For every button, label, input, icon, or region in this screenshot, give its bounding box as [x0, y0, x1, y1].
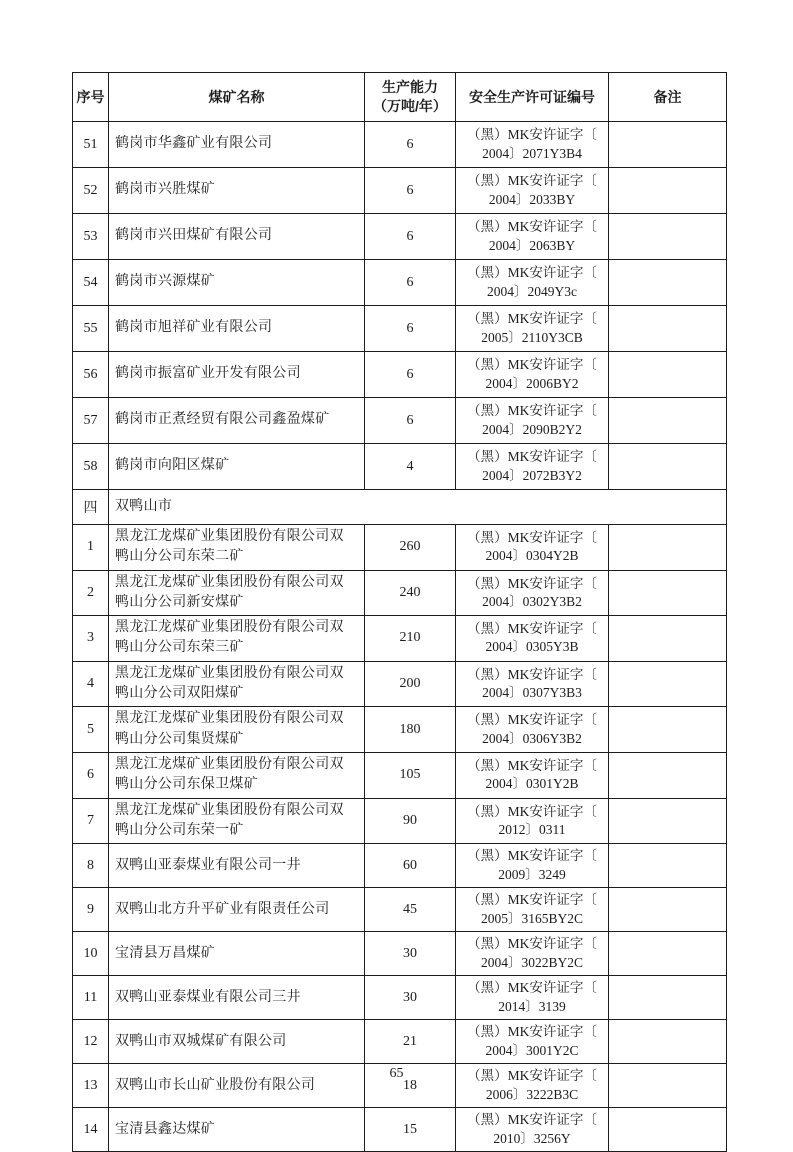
license-line2: 2004〕0302Y3B2	[482, 593, 582, 609]
cell-license	[456, 306, 609, 352]
section-row	[73, 490, 727, 525]
cell-license	[456, 707, 609, 753]
license-line2: 2004〕0305Y3B	[485, 639, 579, 655]
table-row	[73, 1020, 727, 1064]
license-line1: （黑）MK安许证字〔	[467, 1112, 597, 1128]
license-line2: 2012〕0311	[498, 821, 566, 837]
cell-remark	[609, 844, 727, 888]
cell-no: 13	[73, 1064, 109, 1108]
table-row	[73, 122, 727, 168]
cell-license	[456, 752, 609, 798]
cell-capacity: 18	[365, 1064, 456, 1108]
cell-name: 双鸭山北方升平矿业有限责任公司	[109, 888, 365, 932]
section-no: 四	[73, 490, 109, 525]
license-line1: （黑）MK安许证字〔	[467, 173, 597, 189]
license-line2: 2006〕3222B3C	[485, 1086, 579, 1102]
cell-remark	[609, 306, 727, 352]
license-line1: （黑）MK安许证字〔	[467, 311, 597, 327]
cell-name: 双鸭山市双城煤矿有限公司	[109, 1020, 365, 1064]
section-name: 双鸭山市	[109, 490, 727, 525]
table-row	[73, 214, 727, 260]
table-row	[73, 888, 727, 932]
cell-license	[456, 352, 609, 398]
table-row	[73, 1108, 727, 1152]
cell-license	[456, 844, 609, 888]
cell-license	[456, 444, 609, 490]
table-header-row	[73, 73, 727, 122]
license-line1: （黑）MK安许证字〔	[467, 1068, 597, 1084]
table-row	[73, 306, 727, 352]
cell-name: 鹤岗市正煮经贸有限公司鑫盈煤矿	[109, 398, 365, 444]
license-line2: 2004〕3001Y2C	[485, 1042, 579, 1058]
license-line2: 2004〕2033BY	[488, 191, 576, 207]
table-row	[73, 661, 727, 707]
cell-no: 11	[73, 976, 109, 1020]
license-line1: （黑）MK安许证字〔	[467, 265, 597, 281]
col-header-remark: 备注	[609, 73, 727, 122]
cell-name: 双鸭山亚泰煤业有限公司一井	[109, 844, 365, 888]
cell-remark	[609, 570, 727, 616]
table-row	[73, 798, 727, 844]
license-line1: （黑）MK安许证字〔	[467, 848, 597, 864]
license-line1: （黑）MK安许证字〔	[467, 803, 597, 819]
cell-remark	[609, 976, 727, 1020]
cell-remark	[609, 352, 727, 398]
cell-capacity: 200	[365, 661, 456, 707]
license-line2: 2004〕3022BY2C	[480, 954, 583, 970]
cell-capacity: 105	[365, 752, 456, 798]
cell-name: 黑龙江龙煤矿业集团股份有限公司双鸭山分公司新安煤矿	[109, 570, 365, 616]
cell-remark	[609, 707, 727, 753]
table-row	[73, 525, 727, 571]
cell-name: 黑龙江龙煤矿业集团股份有限公司双鸭山分公司集贤煤矿	[109, 707, 365, 753]
license-line2: 2014〕3139	[498, 998, 566, 1014]
license-line1: （黑）MK安许证字〔	[467, 936, 597, 952]
cell-remark	[609, 1108, 727, 1152]
cell-no: 57	[73, 398, 109, 444]
cell-license	[456, 260, 609, 306]
cell-name: 黑龙江龙煤矿业集团股份有限公司双鸭山分公司东荣三矿	[109, 616, 365, 662]
table-row	[73, 932, 727, 976]
table-row	[73, 168, 727, 214]
cell-name: 鹤岗市旭祥矿业有限公司	[109, 306, 365, 352]
cell-no: 9	[73, 888, 109, 932]
cell-capacity: 90	[365, 798, 456, 844]
cell-license	[456, 888, 609, 932]
cell-no: 54	[73, 260, 109, 306]
license-line2: 2004〕2049Y3c	[487, 283, 577, 299]
cell-capacity: 6	[365, 260, 456, 306]
cell-capacity: 260	[365, 525, 456, 571]
license-line2: 2004〕0304Y2B	[485, 548, 579, 564]
license-line2: 2010〕3256Y	[493, 1130, 571, 1146]
license-line2: 2005〕2110Y3CB	[481, 329, 583, 345]
cell-name: 黑龙江龙煤矿业集团股份有限公司双鸭山分公司双阳煤矿	[109, 661, 365, 707]
cell-remark	[609, 444, 727, 490]
cell-remark	[609, 1020, 727, 1064]
license-line2: 2004〕2072B3Y2	[482, 467, 582, 483]
col-header-capacity-line1: 生产能力	[382, 79, 438, 96]
license-line2: 2004〕0301Y2B	[485, 776, 579, 792]
license-line1: （黑）MK安许证字〔	[467, 1024, 597, 1040]
license-line2: 2004〕2063BY	[488, 237, 576, 253]
cell-license	[456, 798, 609, 844]
cell-capacity: 6	[365, 122, 456, 168]
cell-no: 2	[73, 570, 109, 616]
license-line1: （黑）MK安许证字〔	[467, 127, 597, 143]
col-header-no: 序号	[73, 73, 109, 122]
table-row	[73, 752, 727, 798]
cell-license	[456, 168, 609, 214]
license-line1: （黑）MK安许证字〔	[467, 666, 597, 682]
cell-remark	[609, 661, 727, 707]
cell-remark	[609, 888, 727, 932]
license-line1: （黑）MK安许证字〔	[467, 530, 597, 546]
col-header-name: 煤矿名称	[109, 73, 365, 122]
cell-remark	[609, 525, 727, 571]
cell-name: 双鸭山市长山矿业股份有限公司	[109, 1064, 365, 1108]
cell-license	[456, 1020, 609, 1064]
cell-remark	[609, 932, 727, 976]
license-line1: （黑）MK安许证字〔	[467, 575, 597, 591]
cell-remark	[609, 398, 727, 444]
license-line1: （黑）MK安许证字〔	[467, 621, 597, 637]
cell-no: 55	[73, 306, 109, 352]
col-header-capacity-line2: （万吨/年）	[373, 98, 447, 114]
table-row	[73, 352, 727, 398]
cell-no: 1	[73, 525, 109, 571]
cell-capacity: 6	[365, 352, 456, 398]
cell-license	[456, 570, 609, 616]
license-line2: 2004〕2090B2Y2	[482, 421, 582, 437]
cell-remark	[609, 752, 727, 798]
table-row	[73, 444, 727, 490]
cell-name: 黑龙江龙煤矿业集团股份有限公司双鸭山分公司东荣二矿	[109, 525, 365, 571]
license-line2: 2004〕0307Y3B3	[482, 685, 582, 701]
license-line1: （黑）MK安许证字〔	[467, 357, 597, 373]
cell-no: 58	[73, 444, 109, 490]
cell-capacity: 15	[365, 1108, 456, 1152]
cell-no: 53	[73, 214, 109, 260]
cell-capacity: 30	[365, 976, 456, 1020]
cell-capacity: 30	[365, 932, 456, 976]
cell-no: 7	[73, 798, 109, 844]
cell-capacity: 240	[365, 570, 456, 616]
cell-no: 56	[73, 352, 109, 398]
cell-capacity: 6	[365, 398, 456, 444]
mine-table	[72, 72, 727, 1152]
license-line1: （黑）MK安许证字〔	[467, 980, 597, 996]
cell-remark	[609, 122, 727, 168]
cell-license	[456, 214, 609, 260]
cell-license	[456, 525, 609, 571]
cell-capacity: 180	[365, 707, 456, 753]
cell-license	[456, 122, 609, 168]
license-line1: （黑）MK安许证字〔	[467, 449, 597, 465]
table-body	[73, 122, 727, 1152]
cell-capacity: 60	[365, 844, 456, 888]
table-row	[73, 844, 727, 888]
cell-no: 51	[73, 122, 109, 168]
cell-no: 52	[73, 168, 109, 214]
cell-remark	[609, 168, 727, 214]
cell-capacity: 21	[365, 1020, 456, 1064]
license-line2: 2004〕2071Y3B4	[482, 145, 582, 161]
cell-capacity: 45	[365, 888, 456, 932]
cell-no: 3	[73, 616, 109, 662]
cell-name: 鹤岗市兴源煤矿	[109, 260, 365, 306]
table-row	[73, 976, 727, 1020]
cell-name: 双鸭山亚泰煤业有限公司三井	[109, 976, 365, 1020]
license-line2: 2005〕3165BY2C	[480, 910, 583, 926]
table-row	[73, 707, 727, 753]
cell-license	[456, 1108, 609, 1152]
cell-capacity: 6	[365, 168, 456, 214]
cell-no: 8	[73, 844, 109, 888]
table-row	[73, 398, 727, 444]
table-row	[73, 570, 727, 616]
cell-name: 黑龙江龙煤矿业集团股份有限公司双鸭山分公司东荣一矿	[109, 798, 365, 844]
license-line2: 2009〕3249	[498, 866, 566, 882]
cell-capacity: 210	[365, 616, 456, 662]
cell-license	[456, 398, 609, 444]
cell-remark	[609, 260, 727, 306]
cell-remark	[609, 214, 727, 260]
cell-capacity: 6	[365, 214, 456, 260]
cell-name: 黑龙江龙煤矿业集团股份有限公司双鸭山分公司东保卫煤矿	[109, 752, 365, 798]
license-line1: （黑）MK安许证字〔	[467, 758, 597, 774]
license-line1: （黑）MK安许证字〔	[467, 892, 597, 908]
license-line1: （黑）MK安许证字〔	[467, 712, 597, 728]
cell-no: 10	[73, 932, 109, 976]
cell-name: 宝清县鑫达煤矿	[109, 1108, 365, 1152]
cell-name: 鹤岗市兴胜煤矿	[109, 168, 365, 214]
cell-name: 宝清县万昌煤矿	[109, 932, 365, 976]
cell-name: 鹤岗市华鑫矿业有限公司	[109, 122, 365, 168]
table-row	[73, 260, 727, 306]
cell-no: 14	[73, 1108, 109, 1152]
cell-remark	[609, 798, 727, 844]
cell-no: 12	[73, 1020, 109, 1064]
cell-remark	[609, 616, 727, 662]
cell-name: 鹤岗市振富矿业开发有限公司	[109, 352, 365, 398]
cell-capacity: 6	[365, 306, 456, 352]
cell-capacity: 4	[365, 444, 456, 490]
cell-license	[456, 661, 609, 707]
cell-name: 鹤岗市向阳区煤矿	[109, 444, 365, 490]
cell-license	[456, 932, 609, 976]
cell-no: 4	[73, 661, 109, 707]
license-line1: （黑）MK安许证字〔	[467, 403, 597, 419]
col-header-capacity	[365, 73, 456, 122]
cell-name: 鹤岗市兴田煤矿有限公司	[109, 214, 365, 260]
cell-license	[456, 616, 609, 662]
cell-no: 6	[73, 752, 109, 798]
table-row	[73, 616, 727, 662]
cell-no: 5	[73, 707, 109, 753]
page-number: 65	[389, 1066, 404, 1081]
cell-license	[456, 976, 609, 1020]
col-header-license: 安全生产许可证编号	[456, 73, 609, 122]
license-line1: （黑）MK安许证字〔	[467, 219, 597, 235]
license-line2: 2004〕0306Y3B2	[482, 730, 582, 746]
license-line2: 2004〕2006BY2	[485, 375, 579, 391]
